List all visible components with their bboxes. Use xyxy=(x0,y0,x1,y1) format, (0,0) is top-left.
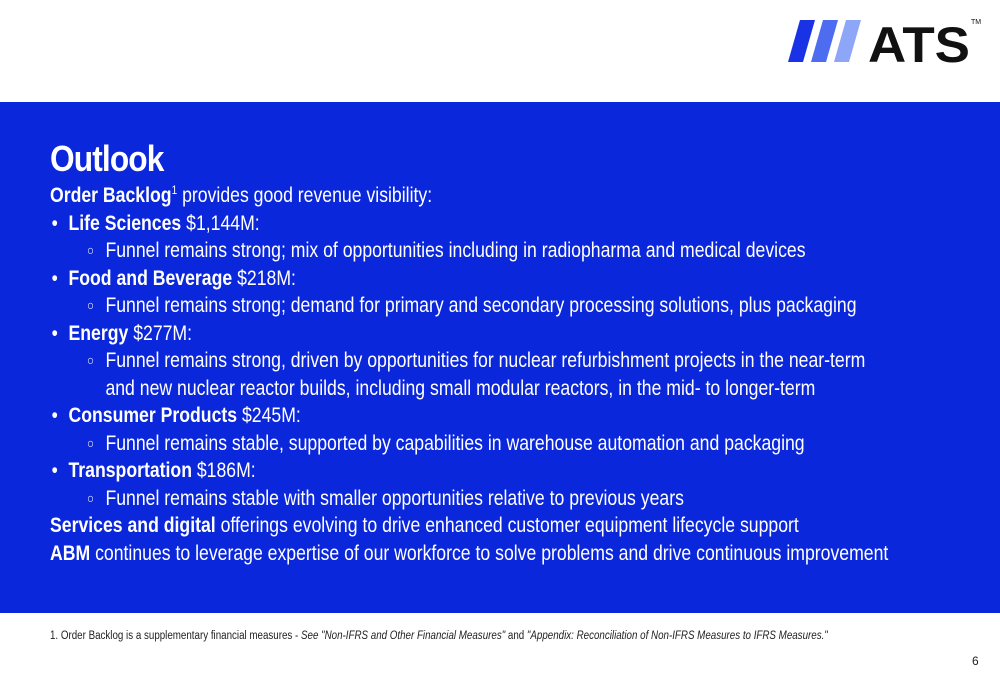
sub-bullet-icon: ○ xyxy=(86,297,95,313)
intro-text: provides good revenue visibility: xyxy=(177,184,433,207)
segment-item xyxy=(50,265,840,293)
segment-item xyxy=(50,402,840,430)
logo-stripe-2 xyxy=(811,20,838,62)
bullet-icon: • xyxy=(51,266,58,290)
outlook-body xyxy=(50,182,889,567)
segment-detail-text: Funnel remains strong, driven by opportunities for nuclear refurbishment projects in the near-term xyxy=(105,349,866,372)
sub-bullet-icon: ○ xyxy=(86,489,95,506)
segment-name: Transportation xyxy=(68,459,192,482)
segment-detail xyxy=(50,237,840,265)
sub-bullet-icon: ○ xyxy=(86,434,95,451)
segment-value: $186M: xyxy=(191,459,256,482)
services-line xyxy=(50,512,840,540)
segment-value: $245M: xyxy=(237,404,301,427)
bullet-icon: • xyxy=(51,211,58,235)
segment-detail-text: Funnel remains stable, supported by capabilities in warehouse automation and packaging xyxy=(105,431,805,455)
segment-detail-text: Funnel remains stable with smaller opportunities relative to previous years xyxy=(105,486,684,510)
segment-detail-text: and new nuclear reactor builds, including small modular reactors, in the mid- to longer-term xyxy=(105,376,816,400)
bullet-icon: • xyxy=(51,459,58,482)
logo-text: ATS xyxy=(868,17,970,73)
footnote-text: 1. Order Backlog is a supplementary financial measures - xyxy=(50,630,302,642)
logo-stripe-3 xyxy=(834,20,861,62)
services-text: offerings evolving to drive enhanced customer equipment lifecycle support xyxy=(215,514,799,537)
segment-detail xyxy=(50,430,840,458)
abm-line xyxy=(50,540,889,568)
segment-detail xyxy=(50,292,857,320)
bullet-icon: • xyxy=(51,404,58,427)
segment-item xyxy=(50,210,840,238)
sub-bullet-icon: ○ xyxy=(86,352,95,368)
content-panel xyxy=(0,102,1000,613)
segment-name: Food and Beverage xyxy=(68,266,233,290)
segment-item xyxy=(50,457,840,485)
intro-line xyxy=(50,182,840,210)
segment-value: $277M: xyxy=(128,321,193,345)
footnote xyxy=(50,630,828,642)
segment-detail-continued xyxy=(50,375,840,403)
footnote-marker: 1 xyxy=(171,183,178,197)
ats-logo xyxy=(788,16,982,73)
footnote-reference-2: "Appendix: Reconciliation of Non-IFRS Measures to IFRS Measures." xyxy=(526,630,828,642)
segment-value: $1,144M: xyxy=(181,211,260,235)
segment-name: Consumer Products xyxy=(68,404,238,427)
segment-detail-text: Funnel remains strong; demand for primary and secondary processing solutions, plus packaging xyxy=(105,294,857,317)
segment-detail xyxy=(50,347,866,375)
slide-title: Outlook xyxy=(50,138,164,179)
order-backlog-label: Order Backlog xyxy=(50,184,172,207)
segment-detail-text: Funnel remains strong; mix of opportunities including in radiopharma and medical devices xyxy=(105,239,806,262)
footnote-text: and xyxy=(505,630,527,642)
trademark-mark: TM xyxy=(971,19,982,26)
bullet-icon: • xyxy=(51,321,58,345)
segment-name: Life Sciences xyxy=(68,211,182,235)
segment-name: Energy xyxy=(68,321,129,345)
segment-item xyxy=(50,320,840,348)
abm-label: ABM xyxy=(50,541,91,565)
segment-value: $218M: xyxy=(232,266,296,290)
sub-bullet-icon: ○ xyxy=(86,242,95,258)
footnote-reference-1: See "Non-IFRS and Other Financial Measures" xyxy=(301,630,506,642)
page-number: 6 xyxy=(972,654,979,668)
segment-detail xyxy=(50,485,840,513)
slide-header xyxy=(0,0,1000,102)
abm-text: continues to leverage expertise of our workforce to solve problems and drive continuous improvement xyxy=(90,541,889,565)
services-label: Services and digital xyxy=(50,514,216,537)
logo-stripe-1 xyxy=(788,20,815,62)
